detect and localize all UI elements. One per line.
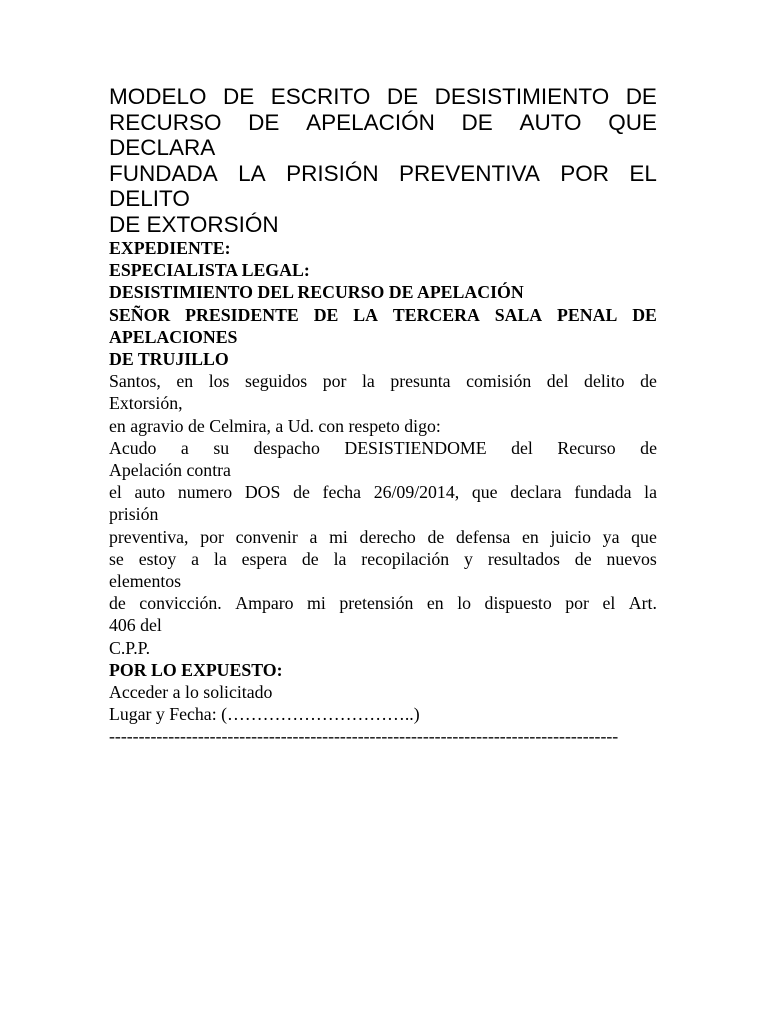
body-line: 406 del <box>109 615 162 636</box>
por-lo-expuesto-heading: POR LO EXPUESTO: <box>109 659 283 680</box>
word: nuevos <box>606 548 657 569</box>
addressee-line-2: APELACIONES <box>109 326 238 347</box>
title-line-6: DE EXTORSIÓN <box>109 211 279 237</box>
word: mi <box>307 593 326 614</box>
word: delito <box>584 371 625 392</box>
word: la <box>213 548 227 569</box>
word: Santos, <box>109 371 161 392</box>
word: de <box>301 548 319 569</box>
body-line: en agravio de Celmira, a Ud. con respeto digo: <box>109 415 441 436</box>
word: PREVENTIVA <box>399 160 540 186</box>
body-line: prisión <box>109 504 159 525</box>
word: ESCRITO <box>270 84 371 109</box>
word: de <box>640 371 657 392</box>
word: recopilación <box>361 548 450 569</box>
word: PENAL <box>557 304 618 325</box>
word: de <box>574 548 592 569</box>
document-title <box>109 84 657 237</box>
body-line <box>109 437 657 459</box>
word: de <box>427 526 445 547</box>
word: en <box>426 593 444 614</box>
word: a <box>180 437 189 458</box>
word: ya <box>602 526 620 547</box>
word: DOS <box>244 482 281 503</box>
title-line-3: DECLARA <box>109 135 216 160</box>
word: el <box>109 482 122 503</box>
word: DE <box>313 304 339 325</box>
word: estoy <box>138 548 177 569</box>
title-line-1 <box>109 84 657 110</box>
word: DE <box>386 84 419 109</box>
word: fecha <box>322 482 362 503</box>
word: por <box>565 593 589 614</box>
word: el <box>602 593 616 614</box>
word: TERCERA <box>392 304 480 325</box>
word: del <box>546 371 569 392</box>
word: auto <box>134 482 166 503</box>
word: a <box>309 526 318 547</box>
body-line: Extorsión, <box>109 393 183 414</box>
word: 26/09/2014, <box>373 482 460 503</box>
word: presunta <box>390 371 451 392</box>
word: derecho <box>359 526 416 547</box>
desistimiento-heading: DESISTIMIENTO DEL RECURSO DE APELACIÓN <box>109 282 524 303</box>
body-line: C.P.P. <box>109 637 151 658</box>
word: se <box>109 548 124 569</box>
word: seguidos <box>244 371 308 392</box>
word: LA <box>238 160 266 186</box>
word: mi <box>329 526 348 547</box>
word: lo <box>457 593 472 614</box>
word: en <box>176 371 194 392</box>
word: EL <box>629 160 657 186</box>
word: de <box>293 482 310 503</box>
word: Recurso <box>557 437 616 458</box>
word: APELACIÓN <box>306 109 435 135</box>
body-line <box>109 592 657 614</box>
body-line <box>109 481 657 503</box>
word: su <box>213 437 230 458</box>
word: Acudo <box>109 437 157 458</box>
word: convenir <box>235 526 298 547</box>
body-line <box>109 548 657 570</box>
word: declara <box>510 482 562 503</box>
word: resultados <box>487 548 560 569</box>
word: en <box>522 526 539 547</box>
word: a <box>191 548 200 569</box>
word: comisión <box>466 371 532 392</box>
word: fundada <box>574 482 632 503</box>
title-line-2 <box>109 110 657 136</box>
body-line <box>109 370 657 392</box>
word: espera <box>241 548 288 569</box>
word: AUTO <box>519 109 582 135</box>
word: DE <box>223 84 255 109</box>
word: Amparo <box>235 593 294 614</box>
addressee-line-1 <box>109 304 657 326</box>
word: SEÑOR <box>109 304 171 325</box>
title-line-5: DELITO <box>109 186 190 211</box>
word: y <box>464 548 473 569</box>
word: QUE <box>608 109 657 135</box>
word: dispuesto <box>484 593 552 614</box>
addressee-line-3: DE TRUJILLO <box>109 349 229 370</box>
word: convicción. <box>139 593 222 614</box>
word: por <box>200 526 224 547</box>
word: LA <box>353 304 378 325</box>
place-date-line: Lugar y Fecha: (…………………………..) <box>109 704 420 725</box>
word: SALA <box>494 304 543 325</box>
word: DE <box>632 304 657 325</box>
especialista-heading: ESPECIALISTA LEGAL: <box>109 260 310 281</box>
word: DE <box>248 109 280 135</box>
word: defensa <box>456 526 511 547</box>
word: DE <box>625 84 657 109</box>
word: numero <box>177 482 233 503</box>
word: MODELO <box>109 84 207 109</box>
expediente-heading: EXPEDIENTE: <box>109 238 231 258</box>
word: PRESIDENTE <box>185 304 299 325</box>
request-line: Acceder a lo solicitado <box>109 682 273 703</box>
body-line: elementos <box>109 571 182 592</box>
word: DE <box>461 109 493 135</box>
word: de <box>640 437 657 458</box>
word: de <box>109 593 126 614</box>
word: que <box>471 482 498 503</box>
word: juicio <box>550 526 591 547</box>
word: FUNDADA <box>109 160 218 186</box>
word: la <box>361 371 375 392</box>
title-line-4 <box>109 161 657 187</box>
word: PRISIÓN <box>286 160 379 186</box>
word: preventiva, <box>109 526 189 547</box>
word: la <box>644 482 657 503</box>
dashed-rule: -------------------------------------------------------------------------------------- <box>109 726 619 747</box>
word: por <box>322 371 347 392</box>
word: que <box>631 526 657 547</box>
word: Art. <box>628 593 657 614</box>
word: despacho <box>253 437 320 458</box>
word: DESISTIENDOME <box>344 437 487 458</box>
word: los <box>208 371 230 392</box>
word: del <box>511 437 533 458</box>
word: la <box>333 548 347 569</box>
word: RECURSO <box>109 109 222 135</box>
word: DESISTIMIENTO <box>434 84 610 109</box>
body-line <box>109 526 657 548</box>
word: POR <box>560 160 610 186</box>
word: pretensión <box>339 593 414 614</box>
document-content <box>109 84 657 748</box>
body-line: Apelación contra <box>109 460 231 481</box>
